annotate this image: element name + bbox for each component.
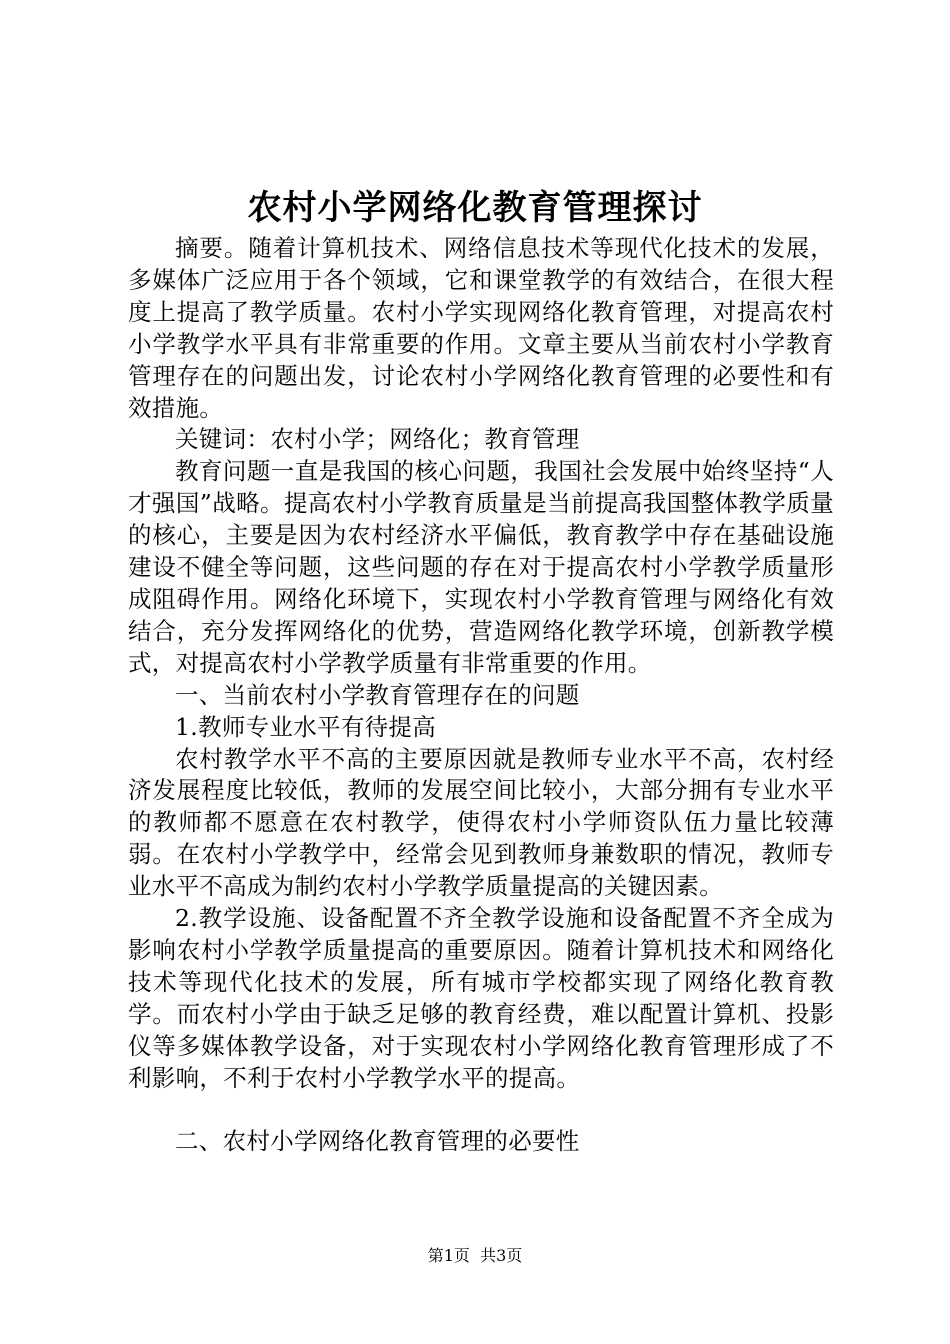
abstract-paragraph: 摘要。随着计算机技术、网络信息技术等现代化技术的发展，多媒体广泛应用于各个领域，它和课堂教学的有效结合，在很大程度上提高了教学质量。农村小学实现网络化教育管理，对提高农村小学教学水平具有非常重要的作用。文章主要从当前农村小学教育管理存在的问题出发，讨论农村小学网络化教育管理的必要性和有效措施。 bbox=[128, 234, 834, 422]
teacher-paragraph: 农村教学水平不高的主要原因就是教师专业水平不高，农村经济发展程度比较低，教师的发展空间比较小，大部分拥有专业水平的教师都不愿意在农村教学，使得农村小学师资队伍力量比较薄弱。在农村小学教学中，经常会见到教师身兼数职的情况，教师专业水平不高成为制约农村小学教学质量提高的关键因素。 bbox=[128, 744, 834, 901]
keywords-paragraph: 关键词：农村小学；网络化；教育管理 bbox=[175, 425, 580, 454]
intro-paragraph: 教育问题一直是我国的核心问题，我国社会发展中始终坚持“人才强国”战略。提高农村小学教育质量是当前提高我国整体教学质量的核心，主要是因为农村经济水平偏低，教育教学中存在基础设施建设不健全等问题，这些问题的存在对于提高农村小学教学质量形成阻碍作用。网络化环境下，实现农村小学教育管理与网络化有效结合，充分发挥网络化的优势，营造网络化教学环境，创新教学模式，对提高农村小学教学质量有非常重要的作用。 bbox=[128, 457, 834, 677]
total-pages: 共3页 bbox=[480, 1246, 523, 1265]
page-number: 第1页 bbox=[427, 1246, 470, 1265]
facilities-paragraph: 2.教学设施、设备配置不齐全教学设施和设备配置不齐全成为影响农村小学教学质量提高的重要原因。随着计算机技术和网络化技术等现代化技术的发展，所有城市学校都实现了网络化教育教学。而农村小学由于缺乏足够的教育经费，难以配置计算机、投影仪等多媒体教学设备，对于实现农村小学网络化教育管理形成了不利影响，不利于农村小学教学水平的提高。 bbox=[128, 904, 834, 1092]
subsection-heading-1: 1.教师专业水平有待提高 bbox=[175, 712, 437, 741]
document-body bbox=[128, 233, 834, 1158]
page-footer bbox=[0, 1245, 950, 1267]
section-heading-2: 二、农村小学网络化教育管理的必要性 bbox=[175, 1127, 580, 1156]
section-heading-1: 一、当前农村小学教育管理存在的问题 bbox=[175, 680, 580, 709]
document-title: 农村小学网络化教育管理探讨 bbox=[247, 188, 703, 228]
